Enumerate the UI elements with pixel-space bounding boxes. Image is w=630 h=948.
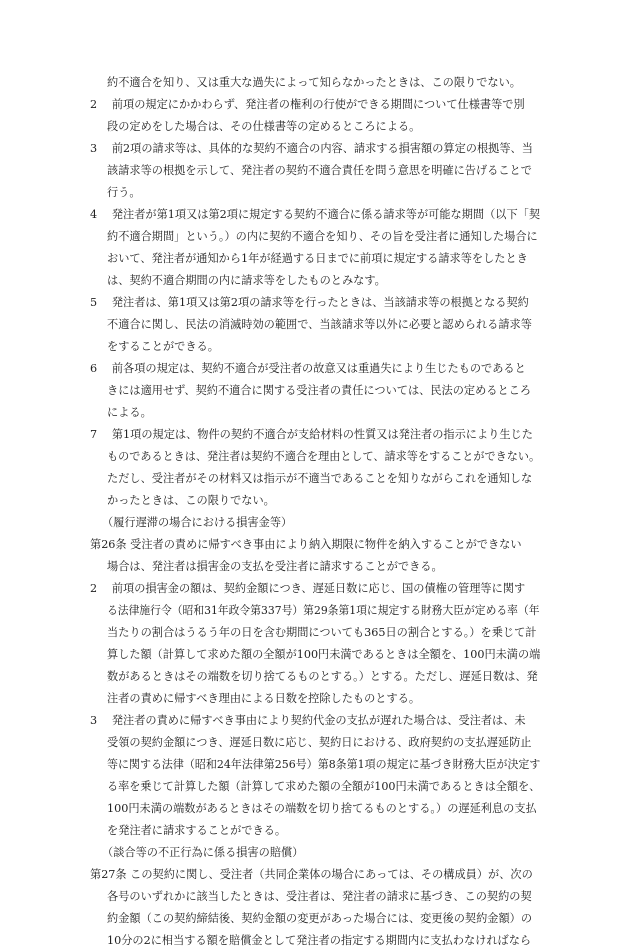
text-line: をすることができる。: [107, 340, 219, 353]
paragraph-5-line: 5 発注者は、第1項又は第2項の請求等を行ったときは、当該請求等の根拠となる契約: [90, 296, 529, 309]
text-line: 約不適合を知り、又は重大な過失によって知らなかったときは、この限りでない。: [107, 76, 521, 89]
text-line: 等に関する法律（昭和24年法律第256号）第8条第1項の規定に基づき財務大臣が決定す: [107, 758, 541, 771]
text-line: 段の定めをした場合は、その仕様書等の定めるところによる。: [107, 120, 421, 133]
paragraph-3-line: 3 前2項の請求等は、具体的な契約不適合の内容、請求する損害額の算定の根拠等、当: [90, 142, 533, 155]
text-line: を発注者に請求することができる。: [107, 824, 287, 837]
paragraph-7-line: 7 第1項の規定は、物件の契約不適合が支給材料の性質又は発注者の指示により生じた: [90, 428, 533, 441]
text-line: かったときは、この限りでない。: [107, 494, 275, 507]
section-heading: （談合等の不正行為に係る損害の賠償）: [102, 846, 304, 859]
paragraph-2-line: 2 前項の規定にかかわらず、発注者の権利の行使ができる期間について仕様書等で別: [90, 98, 525, 111]
text-line: る率を乗じて計算した額（計算して求めた額の全額が100円未満であるときは全額を、: [107, 780, 541, 793]
text-line: 当たりの割合はうるう年の日を含む期間についても365日の割合とする。）を乗じて計: [107, 626, 537, 639]
text-line: による。: [107, 406, 152, 419]
text-line: 数があるときはその端数を切り捨てるものとする。）とする。ただし、遅延日数は、発: [107, 670, 538, 683]
text-line: 受領の契約金額につき、遅延日数に応じ、契約日における、政府契約の支払遅延防止: [107, 736, 532, 749]
text-line: 注者の責めに帰すべき理由による日数を控除したものとする。: [107, 692, 421, 705]
paragraph-6-line: 6 前各項の規定は、契約不適合が受注者の故意又は重過失により生じたものであると: [90, 362, 526, 375]
text-line: は、契約不適合期間の内に請求等をしたものとみなす。: [107, 274, 386, 287]
paragraph-2-line: 2 前項の損害金の額は、契約金額につき、遅延日数に応じ、国の債権の管理等に関す: [90, 582, 526, 595]
article-26-line: 第26条 受注者の責めに帰すべき事由により納入期限に物件を納入することができない: [90, 538, 522, 551]
text-line: 10分の2に相当する額を賠償金として発注者の指定する期間内に支払わなければなら: [107, 934, 532, 947]
text-line: 約金額（この契約締結後、契約金額の変更があった場合には、変更後の契約金額）の: [107, 912, 533, 925]
section-heading: （履行遅滞の場合における損害金等）: [102, 516, 293, 529]
text-line: きには適用せず、契約不適合に関する受注者の責任については、民法の定めるところ: [107, 384, 532, 397]
article-27-line: 第27条 この契約に関し、受注者（共同企業体の場合にあっては、その構成員）が、次の: [90, 868, 533, 881]
text-line: おいて、発注者が通知から1年が経過する日までに前項に規定する請求等をしたとき: [107, 252, 528, 265]
text-line: 算した額（計算して求めた額の全額が100円未満であるときは全額を、100円未満の端: [107, 648, 541, 661]
text-line: 約不適合期間」という。）の内に契約不適合を知り、その旨を受注者に通知した場合に: [107, 230, 538, 243]
text-line: ただし、受注者がその材料又は指示が不適当であることを知りながらこれを通知しな: [107, 472, 533, 485]
paragraph-4-line: 4 発注者が第1項又は第2項に規定する契約不適合に係る請求等が可能な期間（以下「契: [90, 208, 541, 221]
text-line: 各号のいずれかに該当したときは、受注者は、発注者の請求に基づき、この契約の契: [107, 890, 532, 903]
text-line: る法律施行令（昭和31年政令第337号）第29条第1項に規定する財務大臣が定める率（年: [107, 604, 540, 617]
text-line: 場合は、発注者は損害金の支払を受注者に請求することができる。: [107, 560, 443, 573]
text-line: 100円未満の端数があるときはその端数を切り捨てるものとする。）の遅延利息の支払: [107, 802, 537, 815]
text-line: 不適合に関し、民法の消滅時効の範囲で、当該請求等以外に必要と認められる請求等: [107, 318, 532, 331]
text-line: 該請求等の根拠を示して、発注者の契約不適合責任を問う意思を明確に告げることで: [107, 164, 532, 177]
text-line: ものであるときは、発注者は契約不適合を理由として、請求等をすることができない。: [107, 450, 541, 463]
text-line: 行う。: [107, 186, 141, 199]
paragraph-3-line: 3 発注者の責めに帰すべき事由により契約代金の支払が遅れた場合は、受注者は、未: [90, 714, 526, 727]
